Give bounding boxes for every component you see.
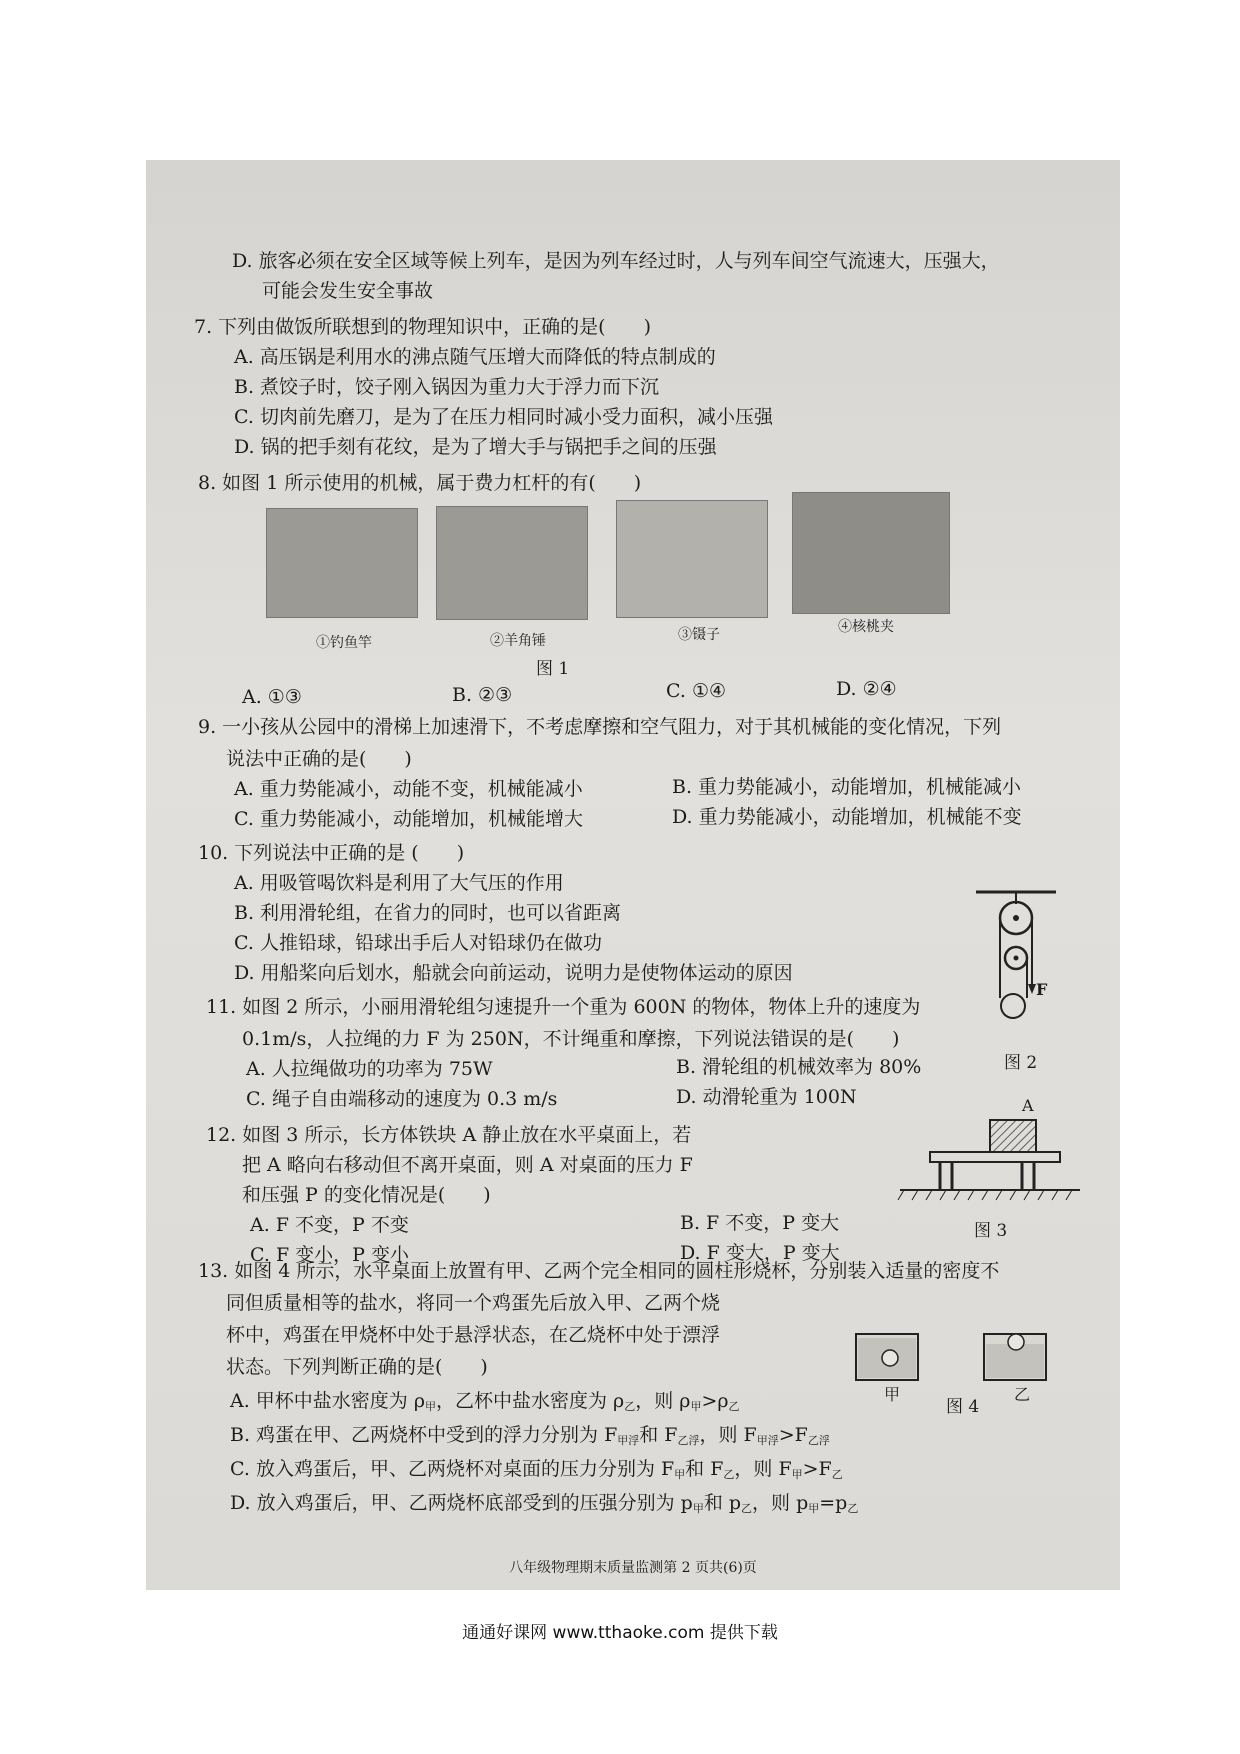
q11-option-d: D. 动滑轮重为 100N bbox=[676, 1086, 857, 1108]
q13-option-d: D. 放入鸡蛋后，甲、乙两烧杯底部受到的压强分别为 $p_甲$和 $p_乙$，则 $p_甲=p_乙$ bbox=[230, 1492, 859, 1515]
q7-option-b: B. 煮饺子时，饺子刚入锅因为重力大于浮力而下沉 bbox=[234, 376, 660, 398]
fig1-caption-4: ④核桃夹 bbox=[838, 619, 894, 635]
tweezers-photo bbox=[616, 500, 768, 618]
fig1-caption-2: ②羊角锤 bbox=[490, 633, 546, 649]
fig4-label: 图 4 bbox=[946, 1397, 980, 1417]
q9-option-c: C. 重力势能减小，动能增加，机械能增大 bbox=[234, 808, 583, 830]
q10-option-a: A. 用吸管喝饮料是利用了大气压的作用 bbox=[234, 872, 564, 894]
q7-option-d: D. 锅的把手刻有花纹，是为了增大手与锅把手之间的压强 bbox=[234, 436, 717, 458]
beaker-jia-label: 甲 bbox=[884, 1385, 901, 1404]
claw-hammer-photo bbox=[436, 506, 588, 620]
page-footer: 八年级物理期末质量监测第 2 页共(6)页 bbox=[509, 1560, 757, 1576]
q7-option-a: A. 高压锅是利用水的沸点随气压增大而降低的特点制成的 bbox=[234, 346, 716, 368]
q10-option-d: D. 用船桨向后划水，船就会向前运动，说明力是使物体运动的原因 bbox=[234, 962, 793, 984]
q12-option-d: D. F 变大，P 变大 bbox=[680, 1242, 840, 1264]
fig2-label: 图 2 bbox=[1004, 1053, 1038, 1073]
beaker-yi-label: 乙 bbox=[1014, 1385, 1031, 1404]
q13-option-a: A. 甲杯中盐水密度为 $\rho_甲$，乙杯中盐水密度为 $\rho_乙$，则 $\rho_甲>\rho_乙$ bbox=[230, 1390, 740, 1413]
q6-option-d-line1: D. 旅客必须在安全区域等候上列车，是因为列车经过时，人与列车间空气流速大，压强大， bbox=[232, 250, 1000, 272]
q10-option-b: B. 利用滑轮组，在省力的同时，也可以省距离 bbox=[234, 902, 622, 924]
q9-option-d: D. 重力势能减小，动能增加，机械能不变 bbox=[672, 806, 1022, 828]
q9-option-a: A. 重力势能减小，动能不变，机械能减小 bbox=[234, 778, 583, 800]
fig1-caption-3: ③镊子 bbox=[678, 627, 720, 643]
q12-stem-line3: 和压强 P 的变化情况是( ) bbox=[242, 1184, 491, 1206]
pulley-figure bbox=[976, 888, 1056, 1048]
q12-option-a: A. F 不变，P 不变 bbox=[250, 1214, 409, 1236]
q11-option-a: A. 人拉绳做功的功率为 75W bbox=[246, 1058, 493, 1080]
q11-option-c: C. 绳子自由端移动的速度为 0.3 m/s bbox=[246, 1088, 558, 1110]
q10-option-c: C. 人推铅球，铅球出手后人对铅球仍在做功 bbox=[234, 932, 602, 954]
force-label: F bbox=[1036, 980, 1048, 999]
q12-stem-line2: 把 A 略向右移动但不离开桌面，则 A 对桌面的压力 F bbox=[242, 1154, 693, 1176]
q13-stem-line3: 杯中，鸡蛋在甲烧杯中处于悬浮状态，在乙烧杯中处于漂浮 bbox=[226, 1324, 721, 1346]
q8-option-d: D. ②④ bbox=[836, 678, 897, 700]
exam-sheet bbox=[146, 160, 1120, 1590]
q11-stem-line2: 0.1m/s，人拉绳的力 F 为 250N，不计绳重和摩擦，下列说法错误的是( ) bbox=[242, 1028, 900, 1050]
q13-stem-line2: 同但质量相等的盐水，将同一个鸡蛋先后放入甲、乙两个烧 bbox=[226, 1292, 721, 1314]
beakers-figure bbox=[846, 1310, 1056, 1388]
q12-stem-line1: 12. 如图 3 所示，长方体铁块 A 静止放在水平桌面上，若 bbox=[206, 1124, 692, 1146]
block-a-label: A bbox=[1022, 1096, 1034, 1115]
q7-stem: 7. 下列由做饭所联想到的物理知识中，正确的是( ) bbox=[194, 316, 651, 338]
q9-stem-line1: 9. 一小孩从公园中的滑梯上加速滑下，不考虑摩擦和空气阻力，对于其机械能的变化情况，下列 bbox=[198, 716, 1002, 738]
q7-option-c: C. 切肉前先磨刀，是为了在压力相同时减小受力面积，减小压强 bbox=[234, 406, 773, 428]
fig1-caption-1: ①钓鱼竿 bbox=[316, 635, 372, 651]
q13-option-c: C. 放入鸡蛋后，甲、乙两烧杯对桌面的压力分别为 $F_甲$和 $F_乙$，则 $F_甲>F_乙$ bbox=[230, 1458, 843, 1481]
fig3-label: 图 3 bbox=[974, 1221, 1008, 1241]
block-on-table-figure bbox=[890, 1110, 1082, 1204]
q13-option-b: B. 鸡蛋在甲、乙两烧杯中受到的浮力分别为 $F_{甲浮}$和 $F_{乙浮}$，则 $F_{甲浮}>F_{乙浮}$ bbox=[230, 1424, 830, 1447]
nutcracker-photo bbox=[792, 492, 950, 614]
q13-stem-line1: 13. 如图 4 所示，水平桌面上放置有甲、乙两个完全相同的圆柱形烧杯，分别装入适量的密度不 bbox=[198, 1260, 1000, 1282]
q8-option-c: C. ①④ bbox=[666, 680, 727, 702]
q8-option-a: A. ①③ bbox=[242, 686, 302, 708]
q11-stem-line1: 11. 如图 2 所示，小丽用滑轮组匀速提升一个重为 600N 的物体，物体上升的速度为 bbox=[206, 996, 921, 1018]
q12-option-c: C. F 变小，P 变小 bbox=[250, 1244, 409, 1266]
q9-option-b: B. 重力势能减小，动能增加，机械能减小 bbox=[672, 776, 1022, 798]
q8-option-b: B. ②③ bbox=[452, 684, 513, 706]
q12-option-b: B. F 不变，P 变大 bbox=[680, 1212, 840, 1234]
fig1-label: 图 1 bbox=[536, 659, 570, 679]
q8-stem: 8. 如图 1 所示使用的机械，属于费力杠杆的有( ) bbox=[198, 472, 642, 494]
q6-option-d-line2: 可能会发生安全事故 bbox=[262, 280, 434, 302]
fishing-rod-photo bbox=[266, 508, 418, 618]
q9-stem-line2: 说法中正确的是( ) bbox=[226, 748, 412, 770]
q10-stem: 10. 下列说法中正确的是 ( ) bbox=[198, 842, 465, 864]
q11-option-b: B. 滑轮组的机械效率为 80% bbox=[676, 1056, 922, 1078]
site-footer: 通通好课网 www.tthaoke.com 提供下载 bbox=[462, 1623, 778, 1643]
q13-stem-line4: 状态。下列判断正确的是( ) bbox=[226, 1356, 488, 1378]
